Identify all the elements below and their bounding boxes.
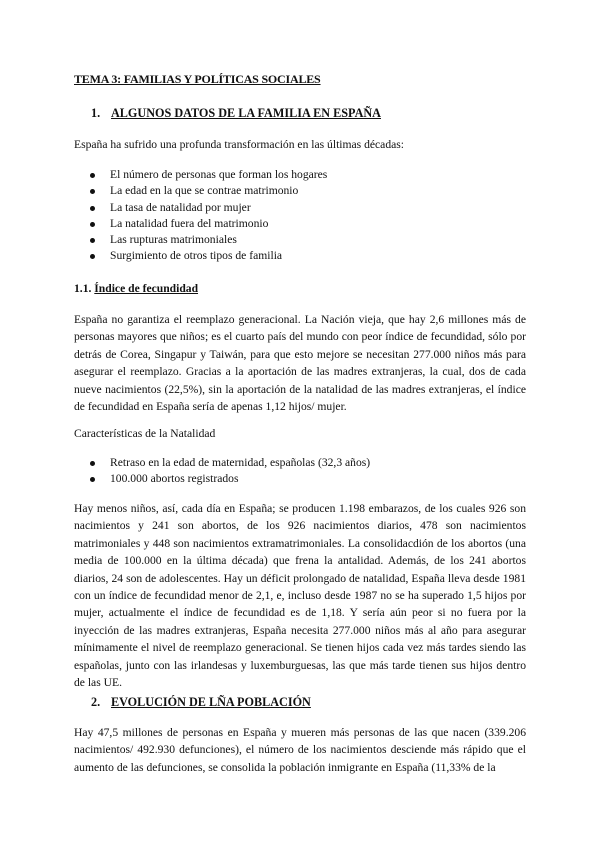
section-1-number: 1.	[91, 106, 101, 120]
natality-paragraph: Hay menos niños, así, cada día en España; se producen 1.198 embarazos, de los cuales 926 son nacimientos y 241 son abortos, de los 926 nacimientos diarios, 478 son nacimientos matrimoniales y 448 son nacimientos extramatrimoniales. La consolidacdión de los abortos (una media de 100.000 en la última década) que frena la antalidad. Además, de los 241 abortos diarios, 24 son de adolescentes. Hay un déficit prolongado de natalidad, España lleva desde 1981 con un índice de fecundidad menor de 2,1, e, incluso desde 1987 no se ha superado 1,5 hijos por mujer, actualmente el índice de fecundidad es de 1,18. Y sería aún peor si no fuera por la inyección de las madres extranjeras, España necesita 277.000 niños más al año para asegurar mínimamente el nivel de reemplazo generacional. Se tienen hijos cada vez más tardes siendo las españolas, junto con las irlandesas y luxemburguesas, las que más tarde tienen sus hijos dentro de las UE.	[74, 502, 526, 690]
list-item: La edad en la que se contrae matrimonio	[74, 183, 514, 199]
natality-characteristics-title: Características de la Natalidad	[74, 427, 216, 440]
section-2-title: EVOLUCIÓN DE LÑA POBLACIÓN	[111, 695, 311, 709]
family-changes-list	[74, 167, 514, 265]
natality-characteristics-list	[74, 455, 514, 488]
section-1-intro: España ha sufrido una profunda transformación en las últimas décadas:	[74, 138, 404, 151]
subsection-1-1-title: Índice de fecundidad	[94, 282, 199, 295]
subsection-1-1-heading	[74, 280, 198, 297]
section-1-heading	[91, 105, 381, 122]
section-2-heading	[91, 694, 311, 711]
list-item: 100.000 abortos registrados	[74, 471, 514, 487]
list-item: La natalidad fuera del matrimonio	[74, 216, 514, 232]
section-1-title: ALGUNOS DATOS DE LA FAMILIA EN ESPAÑA	[111, 106, 381, 120]
population-paragraph: Hay 47,5 millones de personas en España y mueren más personas de las que nacen (339.206 nacimientos/ 492.930 defunciones), el número de los nacimientos desciende más rápido que el aumento de las defunciones, se consolida la población inmigrante en España (11,33% de la	[74, 726, 526, 774]
list-item: Las rupturas matrimoniales	[74, 232, 514, 248]
list-item: Surgimiento de otros tipos de familia	[74, 248, 514, 264]
document-title: TEMA 3: FAMILIAS Y POLÍTICAS SOCIALES	[74, 72, 321, 86]
list-item: El número de personas que forman los hogares	[74, 167, 514, 183]
list-item: Retraso en la edad de maternidad, españolas (32,3 años)	[74, 455, 514, 471]
subsection-1-1-number: 1.1.	[74, 282, 92, 295]
fertility-paragraph: España no garantiza el reemplazo generacional. La Nación vieja, que hay 2,6 millones más de personas mayores que niños; es el cuarto país del mundo con peor índice de fecundidad, sólo por detrás de Corea, Singapur y Taiwán, para que esto mejore se necesitan 277.000 niños más para asegurar el reemplazo. Gracias a la aportación de las madres extranjeras, la cual, dos de cada nueve nacimientos (22,5%), sin la aportación de la natalidad de las madres extranjeras, el índice de fecundidad en España sería de apenas 1,12 hijos/ mujer.	[74, 313, 526, 414]
list-item: La tasa de natalidad por mujer	[74, 200, 514, 216]
section-2-number: 2.	[91, 695, 101, 709]
